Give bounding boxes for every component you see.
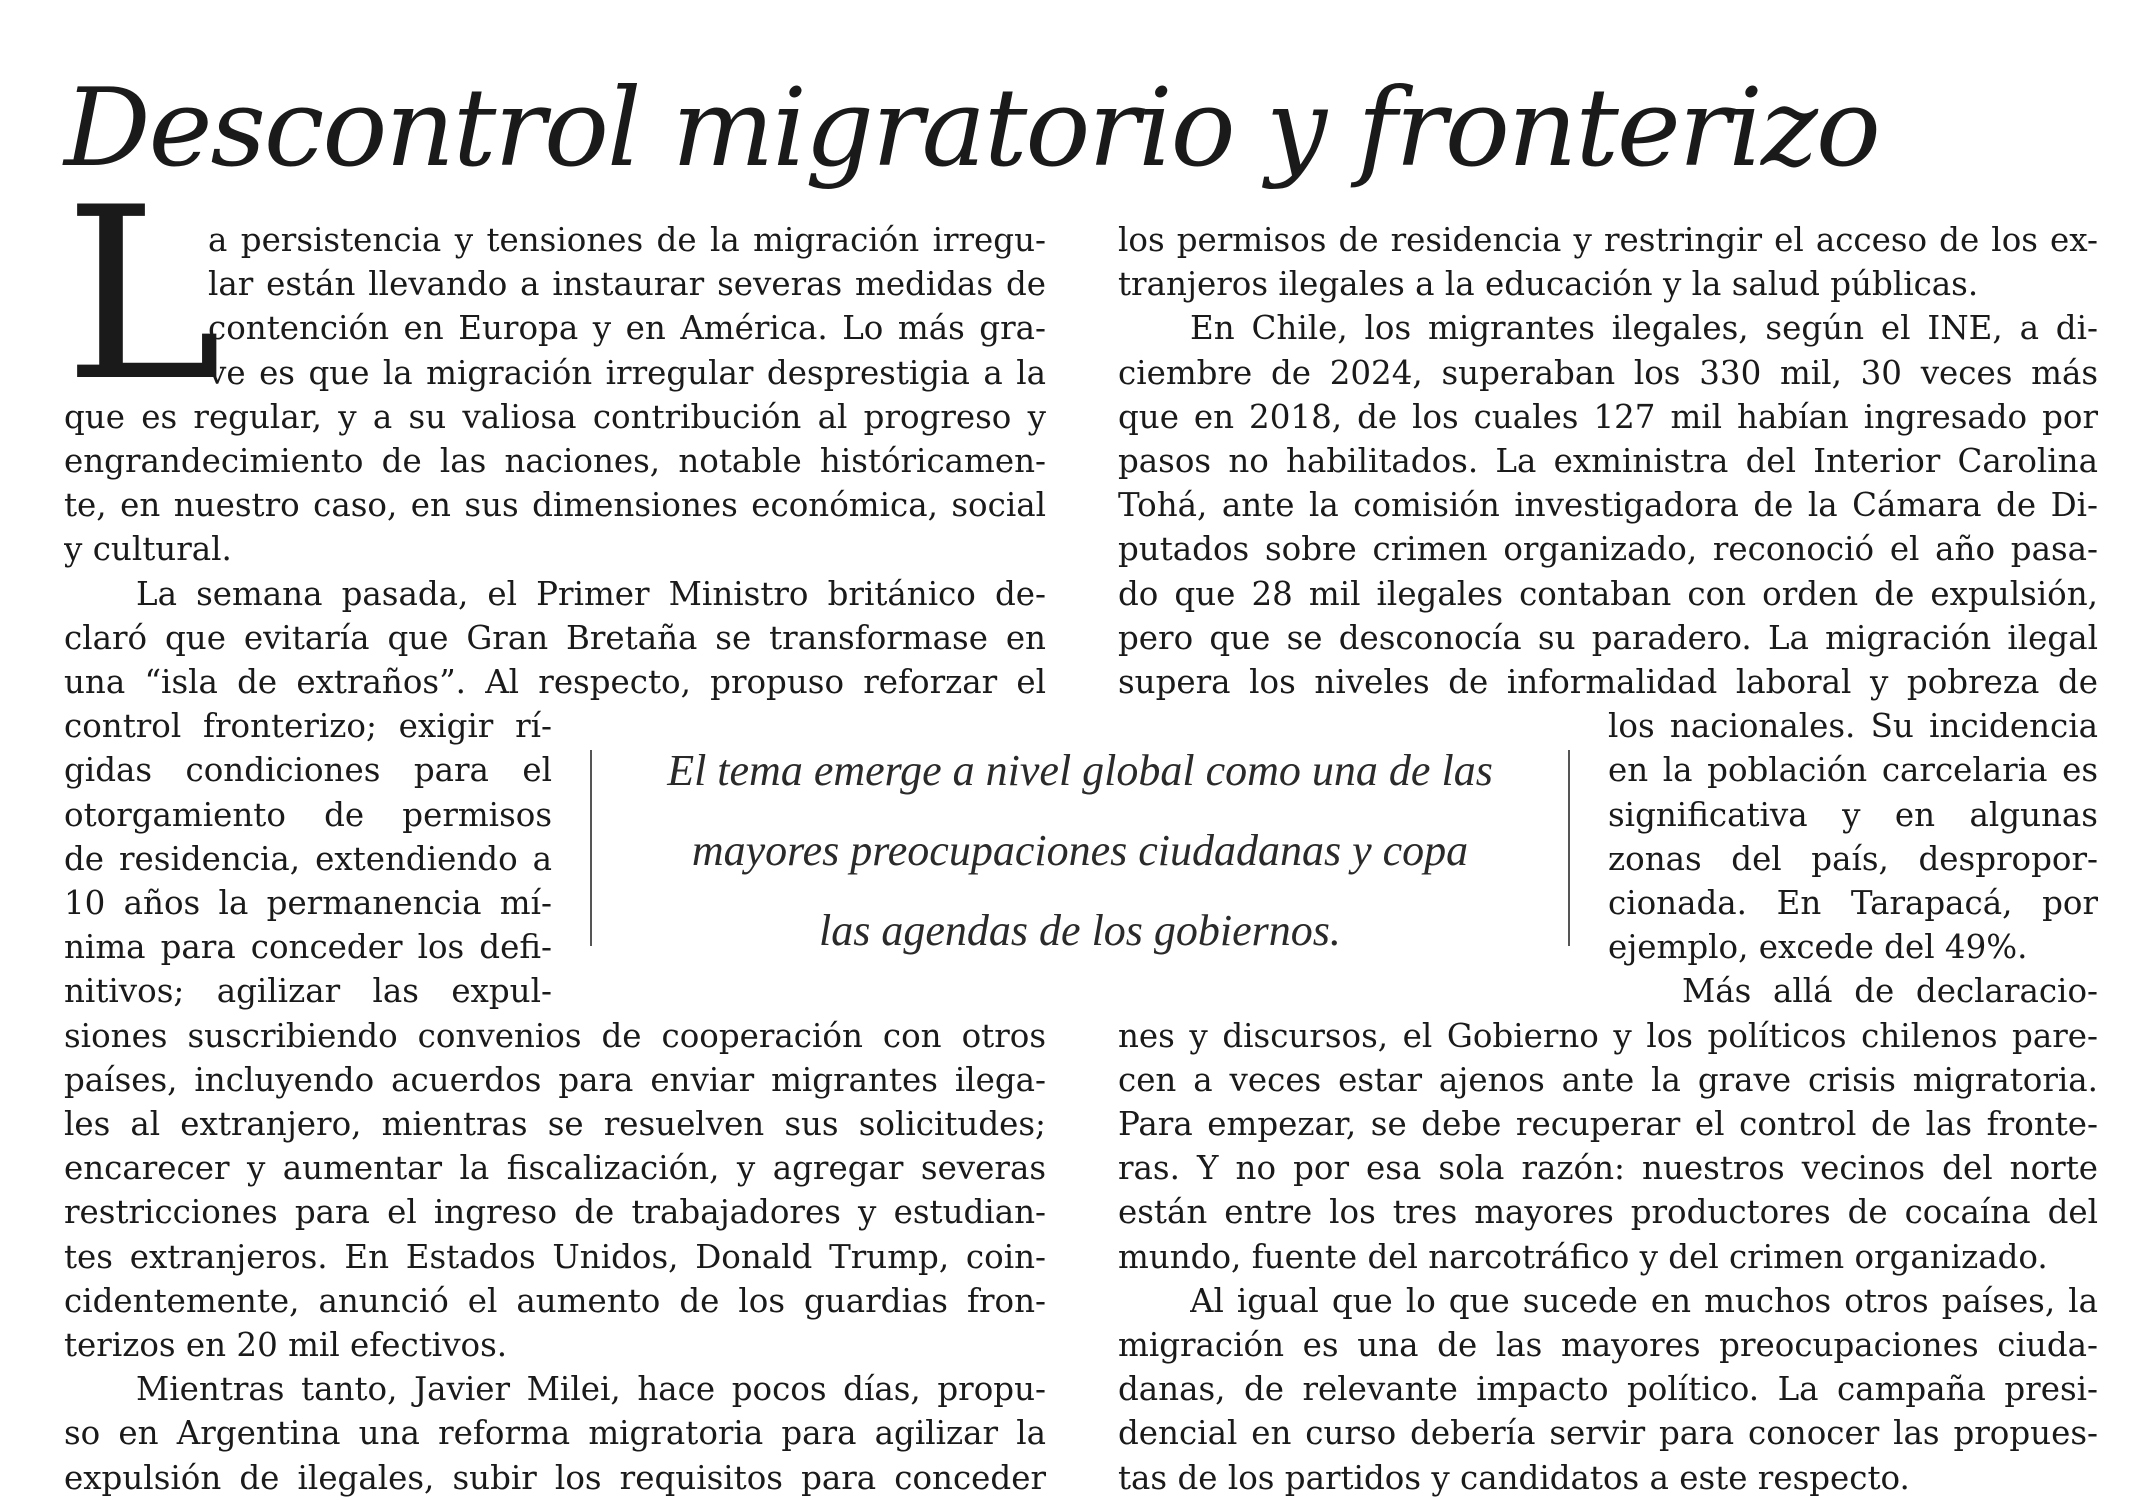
text-line: nima para conceder los defi- bbox=[64, 928, 552, 966]
text-line: nitivos; agilizar las expul- bbox=[64, 972, 552, 1010]
text-line: que es regular, y a su valiosa contribución al progreso y bbox=[64, 398, 1046, 436]
pull-quote-line: mayores preocupaciones ciudadanas y copa bbox=[691, 826, 1469, 875]
text-line: siones suscribiendo convenios de cooperación con otros bbox=[64, 1017, 1046, 1055]
text-line: cionada. En Tarapacá, por bbox=[1608, 884, 2098, 922]
text-line: so en Argentina una reforma migratoria para agilizar la bbox=[64, 1414, 1046, 1452]
text-line: los permisos de residencia y restringir el acceso de los ex- bbox=[1118, 221, 2098, 259]
text-line: y cultural. bbox=[64, 530, 232, 568]
text-line: están entre los tres mayores productores de cocaína del bbox=[1118, 1193, 2098, 1231]
text-line: los nacionales. Su incidencia bbox=[1608, 707, 2098, 745]
text-line: ras. Y no por esa sola razón: nuestros vecinos del norte bbox=[1118, 1149, 2098, 1187]
drop-cap: L bbox=[64, 157, 223, 434]
text-line: pasos no habilitados. La exministra del Interior Carolina bbox=[1118, 442, 2098, 480]
text-line: que en 2018, de los cuales 127 mil habían ingresado por bbox=[1118, 398, 2098, 436]
text-line: Tohá, ante la comisión investigadora de la Cámara de Di- bbox=[1118, 486, 2098, 524]
text-line: a persistencia y tensiones de la migración irregu- bbox=[208, 221, 1046, 259]
text-line: mundo, fuente del narcotráfico y del crimen organizado. bbox=[1118, 1238, 2048, 1276]
text-line: claró que evitaría que Gran Bretaña se transformase en bbox=[64, 619, 1046, 657]
text-line: putados sobre crimen organizado, reconoció el año pasa- bbox=[1118, 530, 2098, 568]
headline: Descontrol migratorio y fronterizo bbox=[64, 66, 1879, 191]
text-line: danas, de relevante impacto político. La campaña presi- bbox=[1118, 1370, 2098, 1408]
text-line: do que 28 mil ilegales contaban con orden de expulsión, bbox=[1118, 575, 2098, 613]
pull-quote-line: las agendas de los gobiernos. bbox=[819, 906, 1341, 955]
text-line: Mientras tanto, Javier Milei, hace pocos días, propu- bbox=[136, 1370, 1046, 1408]
text-line: pero que se desconocía su paradero. La migración ilegal bbox=[1118, 619, 2098, 657]
text-line: control fronterizo; exigir rí- bbox=[64, 707, 552, 745]
text-line: expulsión de ilegales, subir los requisitos para conceder bbox=[64, 1459, 1046, 1497]
text-line: La semana pasada, el Primer Ministro británico de- bbox=[136, 575, 1046, 613]
text-line: nes y discursos, el Gobierno y los políticos chilenos pare- bbox=[1118, 1017, 2098, 1055]
text-line: cen a veces estar ajenos ante la grave crisis migratoria. bbox=[1118, 1061, 2098, 1099]
text-line: les al extranjero, mientras se resuelven sus solicitudes; bbox=[64, 1105, 1046, 1143]
text-line: encarecer y aumentar la fiscalización, y agregar severas bbox=[64, 1149, 1046, 1187]
text-line: Más allá de declaracio- bbox=[1682, 972, 2098, 1010]
text-line: cidentemente, anunció el aumento de los guardias fron- bbox=[64, 1282, 1046, 1320]
text-line: en la población carcelaria es bbox=[1608, 751, 2098, 789]
text-line: otorgamiento de permisos bbox=[64, 796, 552, 834]
text-line: tranjeros ilegales a la educación y la salud públicas. bbox=[1118, 265, 1979, 303]
text-line: países, incluyendo acuerdos para enviar migrantes ilega- bbox=[64, 1061, 1046, 1099]
text-line: tas de los partidos y candidatos a este respecto. bbox=[1118, 1459, 1910, 1497]
text-line: lar están llevando a instaurar severas medidas de bbox=[208, 265, 1046, 303]
text-line: migración es una de las mayores preocupaciones ciuda- bbox=[1118, 1326, 2098, 1364]
text-line: terizos en 20 mil efectivos. bbox=[64, 1326, 508, 1364]
text-line: Al igual que lo que sucede en muchos otros países, la bbox=[1190, 1282, 2098, 1320]
text-line: te, en nuestro caso, en sus dimensiones económica, social bbox=[64, 486, 1046, 524]
text-line: una “isla de extraños”. Al respecto, propuso reforzar el bbox=[64, 663, 1046, 701]
text-line: ve es que la migración irregular desprestigia a la bbox=[208, 354, 1046, 392]
pull-quote-line: El tema emerge a nivel global como una de las bbox=[667, 746, 1493, 795]
pull-quote-rule-left bbox=[590, 750, 592, 946]
text-line: Para empezar, se debe recuperar el control de las fronte- bbox=[1118, 1105, 2098, 1143]
text-line: En Chile, los migrantes ilegales, según el INE, a di- bbox=[1190, 309, 2098, 347]
text-line: de residencia, extendiendo a bbox=[64, 840, 552, 878]
text-line: gidas condiciones para el bbox=[64, 751, 552, 789]
text-line: contención en Europa y en América. Lo más gra- bbox=[208, 309, 1046, 347]
text-line: 10 años la permanencia mí- bbox=[64, 884, 552, 922]
text-line: engrandecimiento de las naciones, notable históricamen- bbox=[64, 442, 1046, 480]
text-line: zonas del país, despropor- bbox=[1608, 840, 2098, 878]
pull-quote-rule-right bbox=[1568, 750, 1570, 946]
text-line: tes extranjeros. En Estados Unidos, Donald Trump, coin- bbox=[64, 1238, 1046, 1276]
text-line: restricciones para el ingreso de trabajadores y estudian- bbox=[64, 1193, 1046, 1231]
text-line: dencial en curso debería servir para conocer las propues- bbox=[1118, 1414, 2098, 1452]
text-line: supera los niveles de informalidad laboral y pobreza de bbox=[1118, 663, 2098, 701]
text-line: ejemplo, excede del 49%. bbox=[1608, 928, 2028, 966]
text-line: ciembre de 2024, superaban los 330 mil, 30 veces más bbox=[1118, 354, 2098, 392]
text-line: significativa y en algunas bbox=[1608, 796, 2098, 834]
